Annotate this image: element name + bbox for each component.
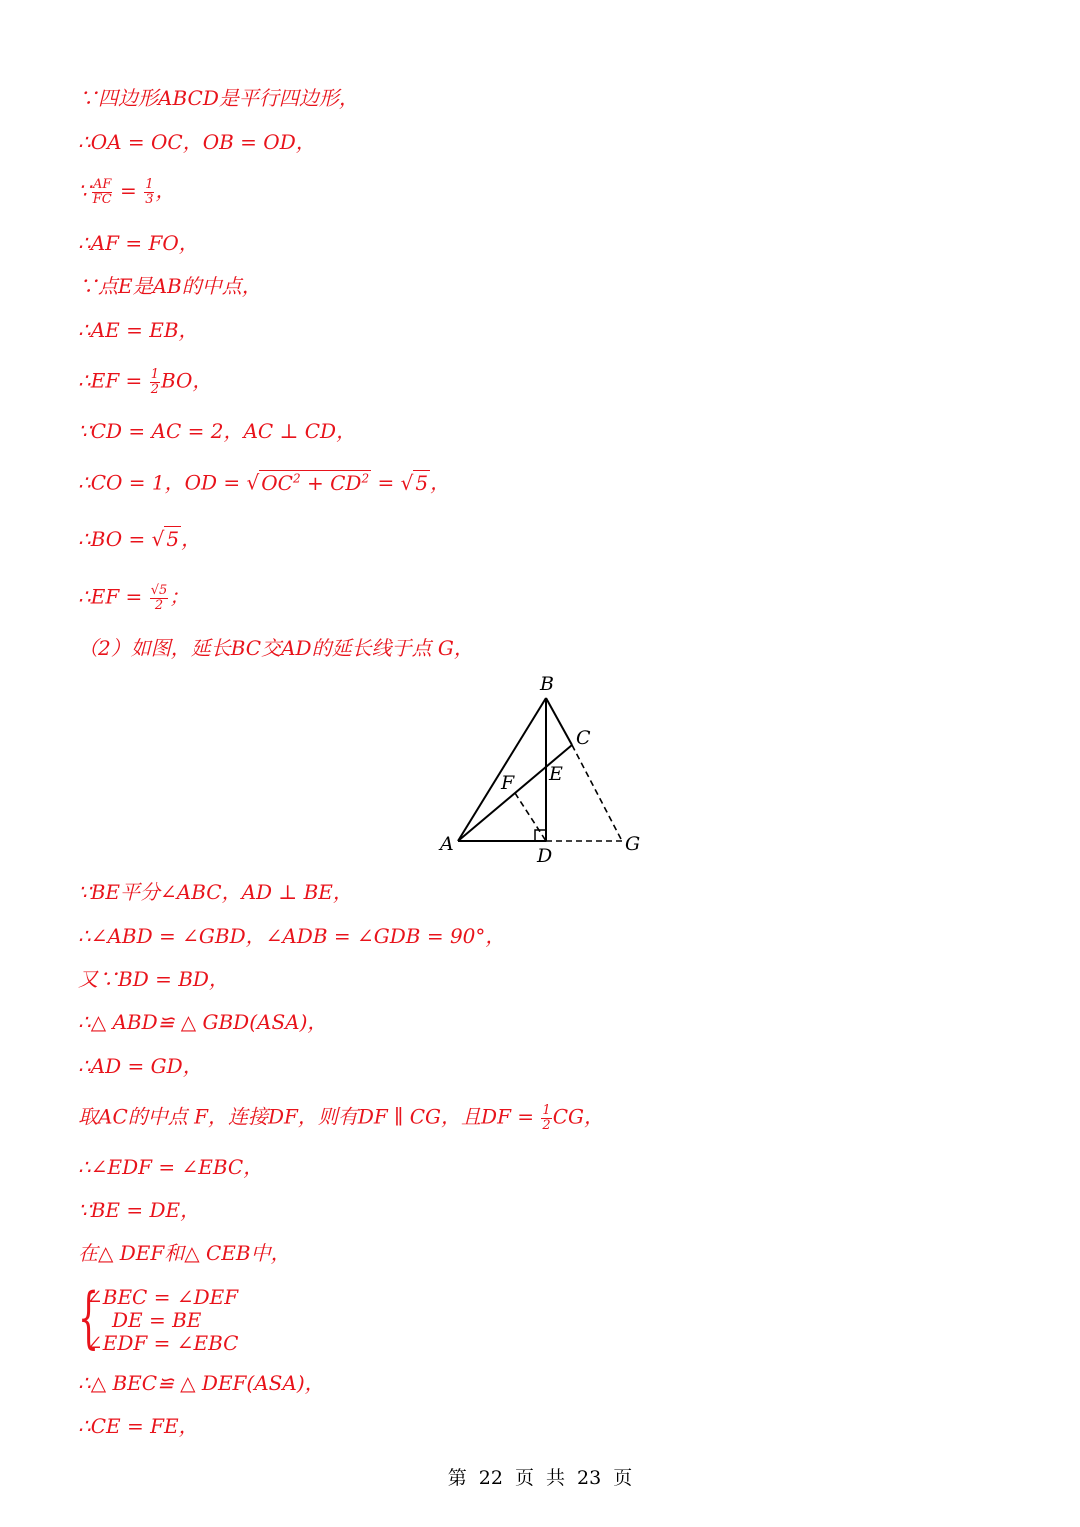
triangle-figure xyxy=(430,668,660,868)
page-footer xyxy=(0,1463,1080,1490)
footer-ye-2: 页 xyxy=(613,1467,633,1489)
exp: 2 xyxy=(361,471,370,485)
line-ef-result xyxy=(78,584,189,612)
sqrt-od: √ $OC^2 + CD^2$ xyxy=(246,470,370,495)
sqrt-five: √ 5 xyxy=(151,527,180,551)
footer-gong: 共 xyxy=(546,1467,566,1489)
ef-prefix: ∴EF = xyxy=(78,368,149,393)
line-congruent-bec-def: ∴△ BEC≌ △ DEF(ASA)， xyxy=(78,1371,325,1395)
fraction-one-third xyxy=(144,178,154,206)
footer-total-pages: 23 xyxy=(577,1467,602,1489)
footer-ye: 页 xyxy=(514,1467,534,1489)
line-ad-gd: ∴AD = GD， xyxy=(78,1054,203,1078)
segment-fd-dashed xyxy=(515,793,546,841)
semicolon: ； xyxy=(169,584,190,609)
label-c: C xyxy=(576,727,591,749)
term-cd: CD xyxy=(330,470,362,495)
system-line-2: DE = BE xyxy=(112,1308,202,1332)
left-brace: { xyxy=(78,1279,99,1356)
frac-den: 2 xyxy=(150,381,159,397)
bo-prefix: ∴BO = xyxy=(78,527,152,551)
footer-page-number: 22 xyxy=(478,1467,503,1489)
sqrt-radicand xyxy=(259,470,371,495)
system-line-3: ∠EDF = ∠EBC xyxy=(86,1331,239,1355)
label-e: E xyxy=(549,763,563,785)
segment-bc xyxy=(546,698,572,745)
line-ef-half-bo xyxy=(78,368,212,396)
plus: + xyxy=(300,470,331,495)
line-ae-eb: ∴AE = EB， xyxy=(78,318,199,342)
line-bd-common: 又∵BD = BD， xyxy=(78,967,229,991)
fraction-half xyxy=(150,368,160,396)
sqrt-radicand: 5 xyxy=(166,527,180,551)
comma: ， xyxy=(181,527,202,551)
frac-num: 1 xyxy=(542,1103,551,1118)
line-parallelogram: ∵四边形ABCD是平行四边形， xyxy=(78,86,359,110)
line-be-bisects: ∵BE平分∠ABC，AD ⊥ BE， xyxy=(78,880,353,904)
frac-den: 3 xyxy=(145,191,154,207)
fraction-root5-over-2 xyxy=(150,584,169,612)
system-line-1: ∠BEC = ∠DEF xyxy=(86,1285,239,1309)
footer-di: 第 xyxy=(447,1467,467,1489)
fraction-half xyxy=(541,1104,551,1132)
line-ce-fe: ∴CE = FE， xyxy=(78,1414,199,1438)
line-bo xyxy=(78,529,201,549)
line-angle-equal: ∴∠ABD = ∠GBD，∠ADB = ∠GDB = 90°， xyxy=(78,924,506,948)
comma: ， xyxy=(430,470,451,495)
line-cd-ac: ∵CD = AC = 2，AC ⊥ CD， xyxy=(78,419,357,443)
equals: = xyxy=(371,470,401,495)
label-f: F xyxy=(501,772,515,794)
comma: ， xyxy=(155,178,176,203)
ef-prefix: ∴EF = xyxy=(78,584,149,609)
line-co-od xyxy=(78,472,450,493)
label-a: A xyxy=(440,833,454,855)
exp: 2 xyxy=(292,471,301,485)
frac-den: 2 xyxy=(542,1117,551,1133)
line-part2: （2）如图，延长BC交AD的延长线于点 G， xyxy=(78,636,474,660)
sqrt-five: √ 5 xyxy=(400,470,429,495)
equals: = xyxy=(113,178,144,203)
line-congruent-abd-gbd: ∴△ ABD≌ △ GBD(ASA)， xyxy=(78,1010,328,1034)
label-d: D xyxy=(537,845,553,867)
co-prefix: ∴CO = 1，OD = xyxy=(78,470,247,495)
line-midpoint-e: ∵点E是AB的中点， xyxy=(78,274,262,298)
frac-num: 1 xyxy=(150,367,159,382)
segment-cg-dashed xyxy=(572,745,622,841)
line-in-triangles: 在△ DEF和△ CEB中， xyxy=(78,1241,291,1265)
frac-den: 2 xyxy=(154,597,164,613)
df-tail: CG， xyxy=(552,1104,604,1129)
sqrt-radicand: 5 xyxy=(415,470,429,495)
frac-num: 1 xyxy=(145,177,154,192)
ef-tail: BO， xyxy=(160,368,213,393)
label-b: B xyxy=(540,673,554,695)
label-g: G xyxy=(625,833,641,855)
equation-system xyxy=(78,1279,338,1356)
line-edf-ebc: ∴∠EDF = ∠EBC， xyxy=(78,1155,264,1179)
frac-den: FC xyxy=(92,191,112,207)
line-af-fc-ratio xyxy=(78,178,175,206)
because-symbol: ∵ xyxy=(78,178,91,203)
line-midpoint-f xyxy=(78,1104,604,1132)
line-be-de: ∵BE = DE， xyxy=(78,1198,201,1222)
term-oc: OC xyxy=(261,470,293,495)
frac-num: √5 xyxy=(150,583,168,598)
fraction-af-fc xyxy=(92,178,113,206)
line-oa-oc: ∴OA = OC，OB = OD， xyxy=(78,130,316,154)
midpoint-text: 取AC的中点 F，连接DF，则有DF ∥ CG，且DF = xyxy=(78,1104,541,1129)
line-af-fo: ∴AF = FO， xyxy=(78,231,199,255)
frac-num: AF xyxy=(93,177,112,192)
